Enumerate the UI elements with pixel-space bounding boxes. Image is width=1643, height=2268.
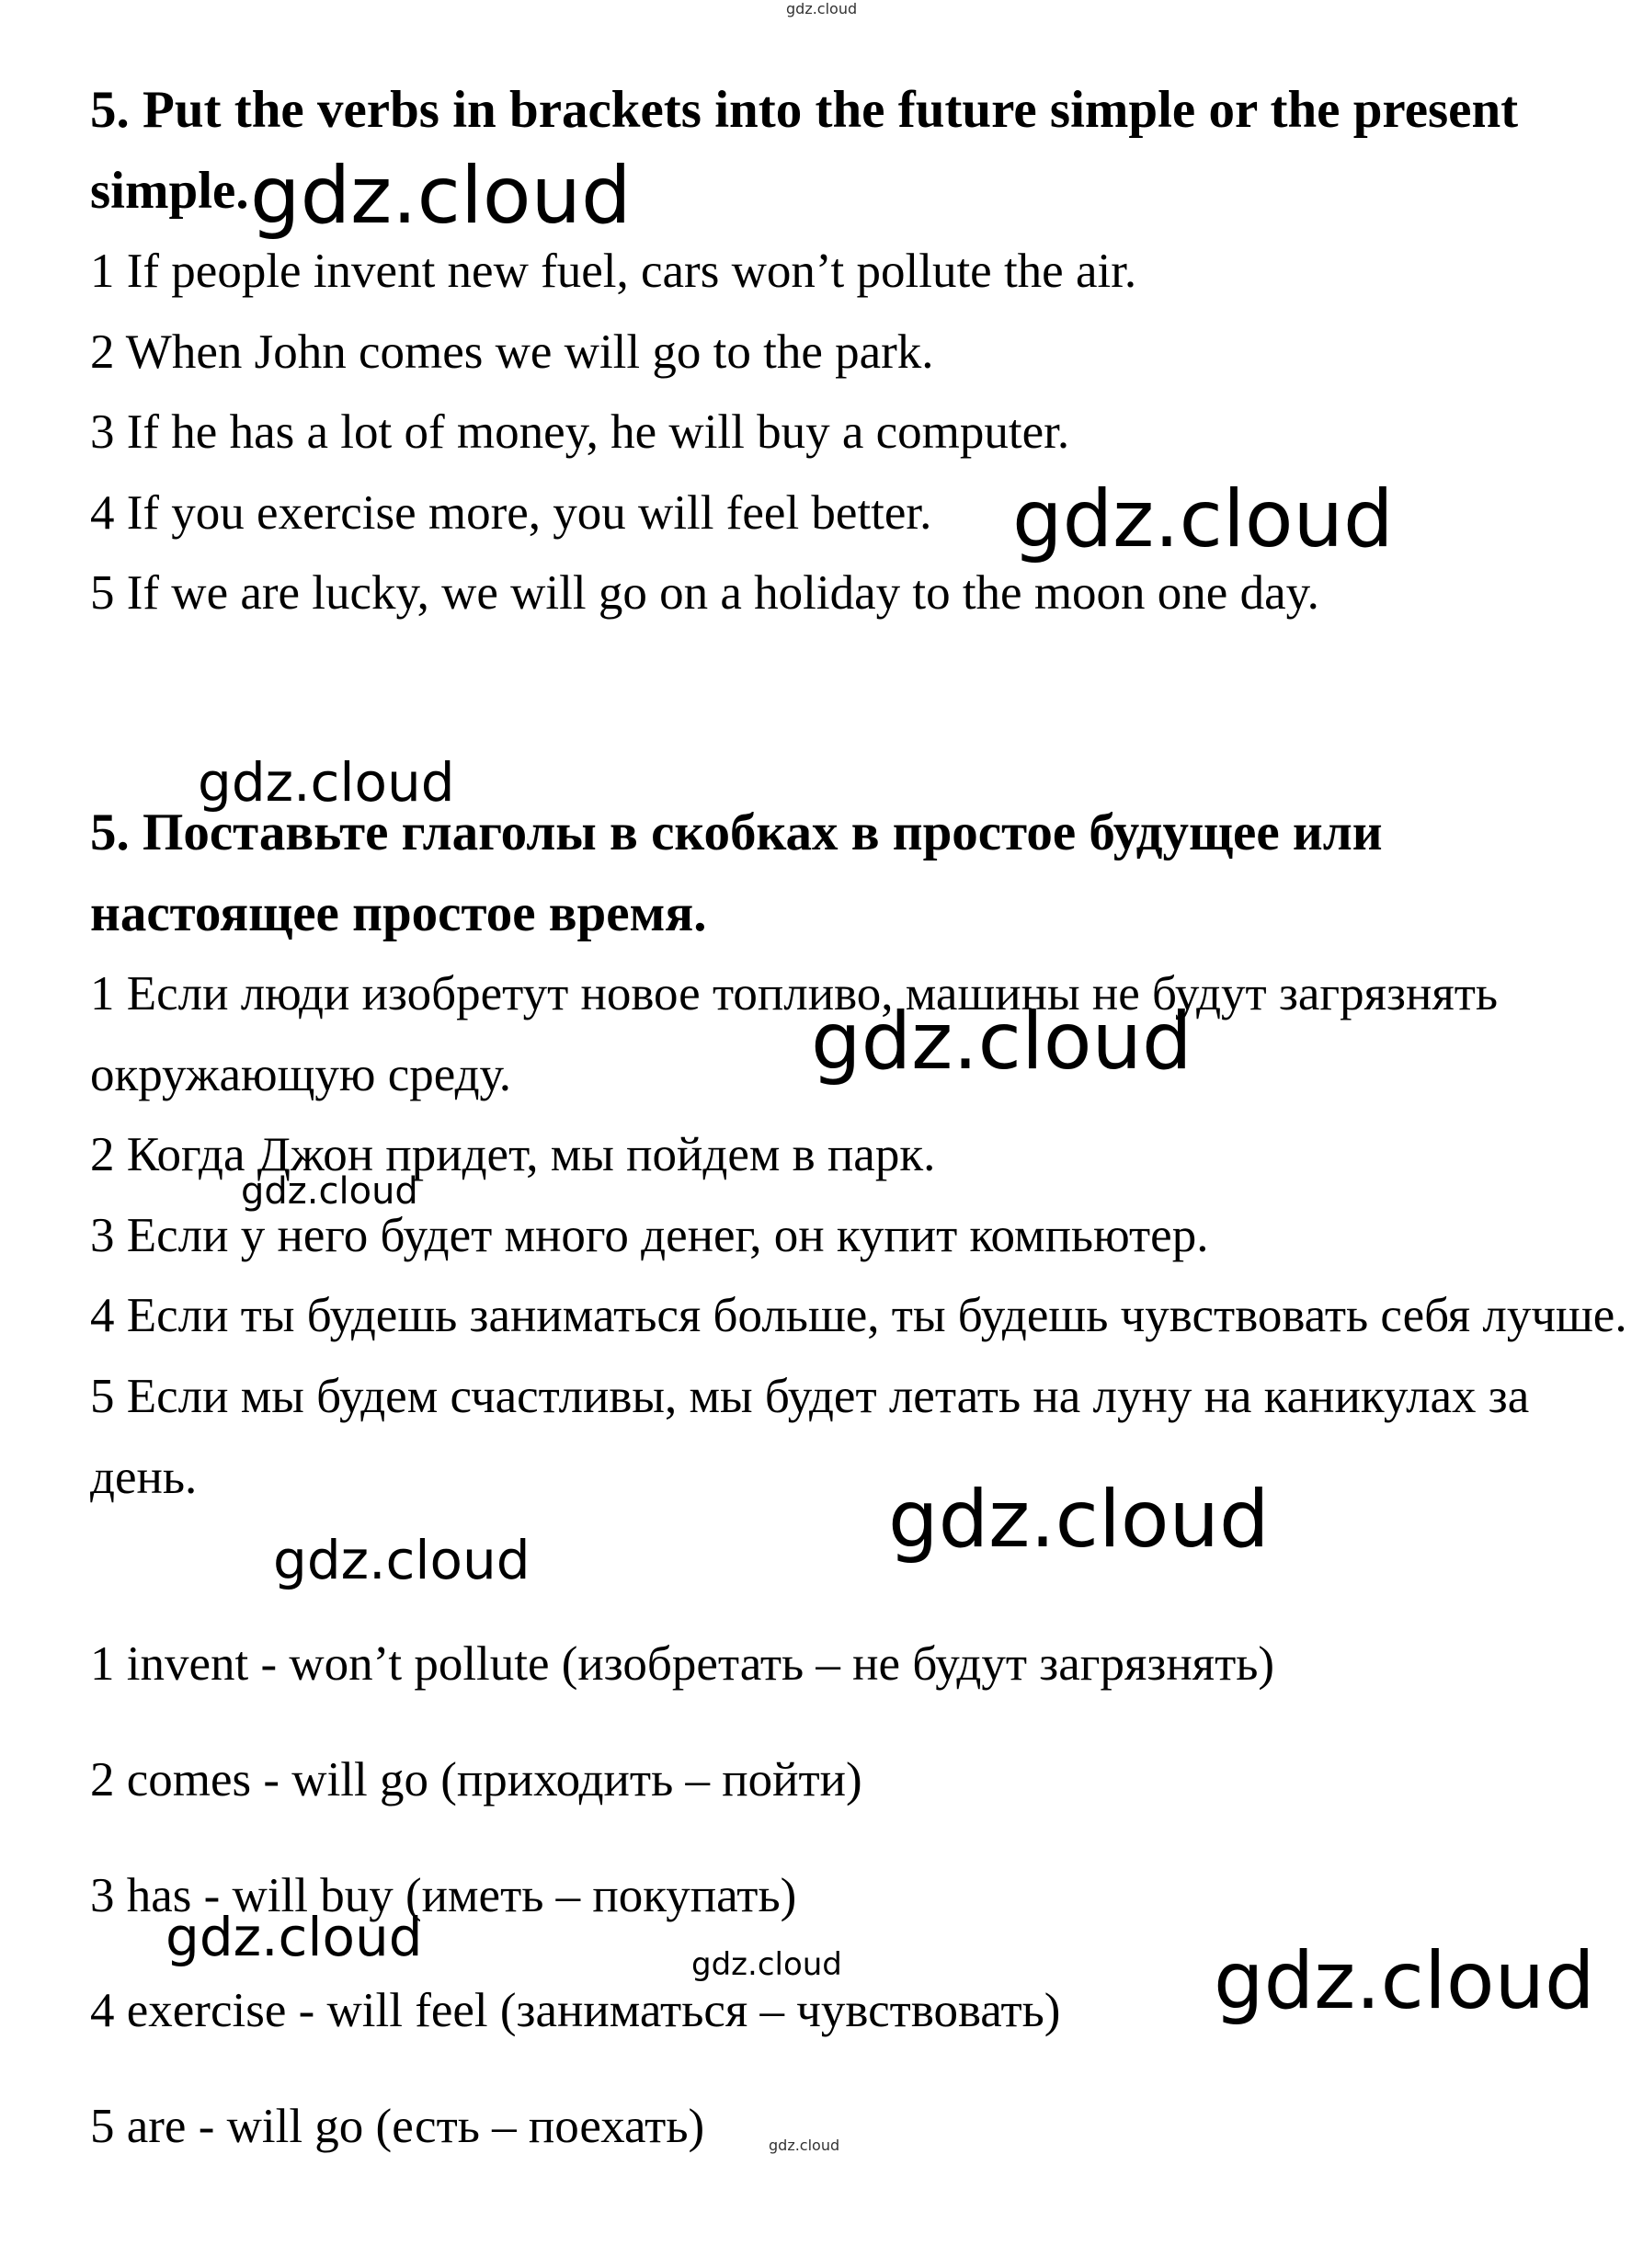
watermark: gdz.cloud: [1012, 473, 1394, 565]
watermark: gdz.cloud: [691, 1946, 842, 1983]
watermark: gdz.cloud: [165, 1906, 423, 1968]
watermark: gdz.cloud: [786, 0, 858, 17]
russian-sentence-3: 3 Если у него будет много денег, он купит компьютер.: [90, 1208, 1209, 1262]
watermark: gdz.cloud: [811, 996, 1192, 1088]
answer-4: 4 exercise - will feel (заниматься – чувствовать): [90, 1984, 1061, 2037]
russian-sentence-2: 2 Когда Джон придет, мы пойдем в парк.: [90, 1128, 936, 1182]
answer-3: 3 has - will buy (иметь – покупать): [90, 1869, 797, 1922]
watermark: gdz.cloud: [1214, 1935, 1595, 2027]
english-sentence-4: 4 If you exercise more, you will feel better.: [90, 485, 932, 540]
english-sentence-5: 5 If we are lucky, we will go on a holiday to the moon one day.: [90, 566, 1319, 621]
english-sentence-3: 3 If he has a lot of money, he will buy a computer.: [90, 405, 1070, 460]
watermark: gdz.cloud: [769, 2137, 840, 2154]
russian-section: [90, 792, 1635, 1518]
russian-sentence-4: 4 Если ты будешь заниматься больше, ты будешь чувствовать себя лучше.: [90, 1289, 1627, 1343]
english-sentence-1: 1 If people invent new fuel, cars won’t pollute the air.: [90, 245, 1137, 298]
watermark: gdz.cloud: [250, 150, 632, 242]
watermark: gdz.cloud: [888, 1474, 1270, 1566]
watermark: gdz.cloud: [198, 751, 455, 814]
watermark: gdz.cloud: [241, 1170, 418, 1213]
russian-heading: 5. Поставьте глаголы в скобках в простое будущее или настоящее простое время.: [90, 803, 1383, 942]
english-heading: 5. Put the verbs in brackets into the future simple or the present simple.: [90, 81, 1519, 220]
answer-1: 1 invent - won’t pollute (изобретать – не будут загрязнять): [90, 1637, 1275, 1691]
russian-sentence-5: 5 Если мы будем счастливы, мы будет летать на луну на каникулах за день.: [90, 1369, 1530, 1504]
watermark: gdz.cloud: [273, 1529, 531, 1591]
answer-2: 2 comes - will go (приходить – пойти): [90, 1753, 862, 1806]
english-sentence-2: 2 When John comes we will go to the park.: [90, 325, 934, 379]
russian-sentence-1: 1 Если люди изобретут новое топливо, машины не будут загрязнять окружающую среду.: [90, 967, 1499, 1101]
answer-5: 5 are - will go (есть – поехать): [90, 2100, 705, 2153]
